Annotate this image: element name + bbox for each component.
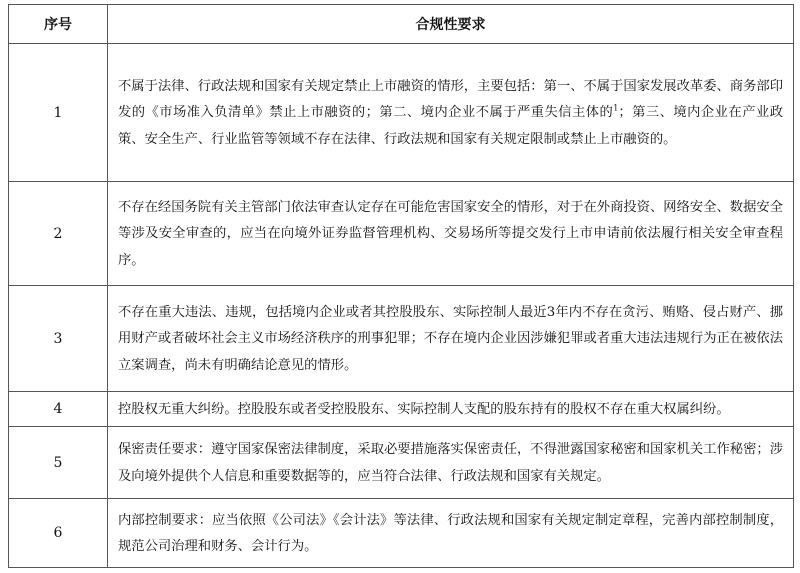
requirement-text: 保密责任要求：遵守国家保密法律制度，采取必要措施落实保密责任，不得泄露国家秘密和国家机关工作秘密；涉及向境外提供个人信息和重要数据等的，应当符合法律、行政法规和国家有关规定。	[108, 427, 794, 499]
row-number: 5	[9, 427, 108, 499]
table-row	[9, 286, 794, 392]
table-row	[9, 392, 794, 427]
requirement-text: 不存在经国务院有关主管部门依法审查认定存在可能危害国家安全的情形，对于在外商投资、网络安全、数据安全等涉及安全审查的，应当在向境外证券监督管理机构、交易场所等提交发行上市申请前依法履行相关安全审查程序。	[108, 182, 794, 286]
requirement-text-part: ；第三、境内企业在产业政策、安全生产、行业监管等领域不存在法律、行政法规和国家有关规定限制或禁止上市融资的。	[118, 105, 784, 147]
table-header-row	[9, 5, 794, 44]
requirement-text-part: 不属于法律、行政法规和国家有关规定禁止上市融资的情形，主要包括：第一、不属于国家发展改革委、商务部印发的《市场准入负清单》禁止上市融资的；第二、境内企业不属于严重失信主体的	[118, 78, 783, 121]
table-row	[9, 44, 794, 182]
header-requirement: 合规性要求	[108, 5, 794, 44]
table-row	[9, 427, 794, 499]
footnote-marker: 1	[613, 103, 619, 113]
requirement-text: 控股权无重大纠纷。控股股东或者受控股股东、实际控制人支配的股东持有的股权不存在重大权属纠纷。	[108, 392, 794, 427]
row-number: 6	[9, 499, 108, 568]
table-row	[9, 182, 794, 286]
row-number: 3	[9, 286, 108, 392]
row-number: 2	[9, 182, 108, 286]
requirement-text: 内部控制要求：应当依照《公司法》《会计法》等法律、行政法规和国家有关规定制定章程，完善内部控制制度，规范公司治理和财务、会计行为。	[108, 499, 794, 568]
row-number: 4	[9, 392, 108, 427]
header-number: 序号	[9, 5, 108, 44]
requirement-text	[108, 44, 794, 182]
row-number: 1	[9, 44, 108, 182]
compliance-table	[8, 4, 794, 568]
requirement-text: 不存在重大违法、违规，包括境内企业或者其控股股东、实际控制人最近3年内不存在贪污、贿赂、侵占财产、挪用财产或者破坏社会主义市场经济秩序的刑事犯罪；不存在境内企业因涉嫌犯罪或者重大违法违规行为正在被依法立案调查，尚未有明确结论意见的情形。	[108, 286, 794, 392]
table-row	[9, 499, 794, 568]
